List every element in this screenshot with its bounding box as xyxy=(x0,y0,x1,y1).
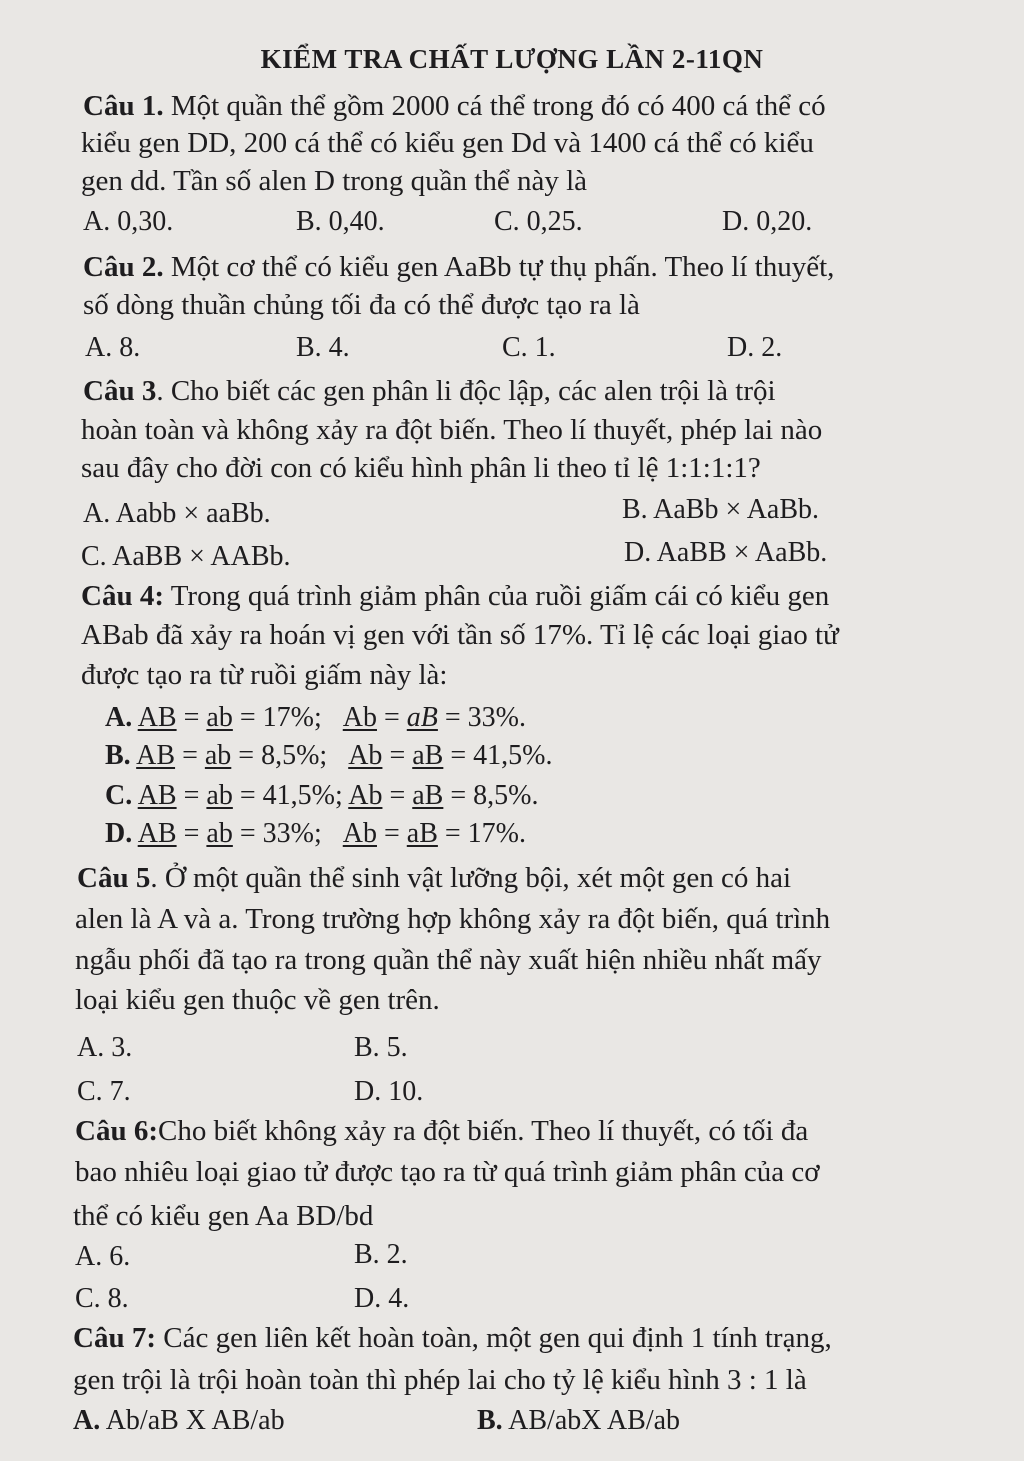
question-1-label: Câu 1. xyxy=(83,90,164,122)
question-7-text-line2: gen trội là trội hoàn toàn thì phép lai cho tỷ lệ kiểu hình 3 : 1 là xyxy=(73,1364,807,1396)
question-2-label: Câu 2. xyxy=(83,251,164,283)
question-6-option-c: C. 8. xyxy=(75,1283,129,1314)
question-4-text-line2: ABab đã xảy ra hoán vị gen với tần số 17%. Tỉ lệ các loại giao tử xyxy=(81,619,839,651)
question-5-text-line1: . Ở một quần thể sinh vật lưỡng bội, xét một gen có hai xyxy=(150,862,792,894)
question-2-option-c: C. 1. xyxy=(502,332,556,363)
question-1-text-line2: kiểu gen DD, 200 cá thể có kiểu gen Dd và 1400 cá thể có kiểu xyxy=(81,127,814,159)
question-2-option-b: B. 4. xyxy=(296,332,350,363)
question-7-text-line1: Các gen liên kết hoàn toàn, một gen qui định 1 tính trạng, xyxy=(155,1322,832,1354)
question-4-option-b: B. AB = ab = 8,5%; Ab = aB = 41,5%. xyxy=(105,740,553,771)
question-2-option-d: D. 2. xyxy=(727,332,783,363)
page-title: KIỂM TRA CHẤT LƯỢNG LẦN 2-11QN xyxy=(260,44,764,74)
question-4-option-a: A. AB = ab = 17%; Ab = aB = 33%. xyxy=(105,702,527,733)
question-7-option-a: A. Ab/aB X AB/ab xyxy=(73,1405,285,1436)
question-4-option-c: C. AB = ab = 41,5%; Ab = aB = 8,5%. xyxy=(105,780,539,811)
question-5-label: Câu 5 xyxy=(77,862,151,894)
question-6-text-line1: Cho biết không xảy ra đột biến. Theo lí thuyết, có tối đa xyxy=(157,1115,809,1147)
question-1-text-line3: gen dd. Tần số alen D trong quần thể này là xyxy=(81,165,588,197)
question-4-text-line3: được tạo ra từ ruồi giấm này là: xyxy=(81,659,448,691)
question-5-option-b: B. 5. xyxy=(354,1032,408,1063)
question-5 xyxy=(77,861,791,895)
question-1-option-b: B. 0,40. xyxy=(296,206,385,237)
question-4-text-line1: Trong quá trình giảm phân của ruồi giấm cái có kiểu gen xyxy=(163,580,830,612)
question-6 xyxy=(75,1114,808,1148)
question-5-option-c: C. 7. xyxy=(77,1076,131,1107)
question-1-option-d: D. 0,20. xyxy=(722,206,813,237)
question-1-option-c: C. 0,25. xyxy=(494,206,583,237)
question-6-option-b: B. 2. xyxy=(354,1239,408,1270)
question-6-option-a: A. 6. xyxy=(75,1241,131,1272)
question-3 xyxy=(83,374,776,408)
question-4 xyxy=(81,579,829,613)
question-6-text-line3: thể có kiểu gen Aa BD/bd xyxy=(73,1200,374,1232)
question-1-option-a: A. 0,30. xyxy=(83,206,174,237)
question-3-option-b: B. AaBb × AaBb. xyxy=(622,494,820,525)
question-2-text-line2: số dòng thuần chủng tối đa có thể được tạo ra là xyxy=(83,289,640,321)
question-1-text-line1: Một quần thể gồm 2000 cá thể trong đó có 400 cá thể có xyxy=(163,90,826,122)
question-5-text-line4: loại kiểu gen thuộc về gen trên. xyxy=(75,984,440,1016)
question-5-option-a: A. 3. xyxy=(77,1032,133,1063)
question-3-text-line3: sau đây cho đời con có kiểu hình phân li theo tỉ lệ 1:1:1:1? xyxy=(81,452,761,484)
question-7-label: Câu 7: xyxy=(73,1322,156,1354)
question-4-option-d: D. AB = ab = 33%; Ab = aB = 17%. xyxy=(105,818,527,849)
question-3-option-a: A. Aabb × aaBb. xyxy=(83,498,271,529)
question-2 xyxy=(83,250,834,284)
question-2-text-line1: Một cơ thể có kiểu gen AaBb tự thụ phấn. Theo lí thuyết, xyxy=(163,251,835,283)
question-5-text-line2: alen là A và a. Trong trường hợp không xảy ra đột biến, quá trình xyxy=(75,903,831,935)
question-6-label: Câu 6: xyxy=(75,1115,158,1147)
question-3-text-line1: . Cho biết các gen phân li độc lập, các alen trội là trội xyxy=(156,375,776,407)
question-3-option-d: D. AaBB × AaBb. xyxy=(624,537,828,568)
question-4-label: Câu 4: xyxy=(81,580,164,612)
question-3-label: Câu 3 xyxy=(83,375,157,407)
question-7 xyxy=(73,1321,832,1355)
question-3-option-c: C. AaBB × AABb. xyxy=(81,541,291,572)
question-6-text-line2: bao nhiêu loại giao tử được tạo ra từ quá trình giảm phân của cơ xyxy=(75,1156,820,1188)
question-3-text-line2: hoàn toàn và không xảy ra đột biến. Theo lí thuyết, phép lai nào xyxy=(81,414,823,446)
question-7-option-b: B. AB/abX AB/ab xyxy=(477,1405,681,1436)
question-1 xyxy=(83,89,826,123)
question-2-option-a: A. 8. xyxy=(85,332,141,363)
question-6-option-d: D. 4. xyxy=(354,1283,410,1314)
question-5-text-line3: ngẫu phối đã tạo ra trong quần thể này xuất hiện nhiều nhất mấy xyxy=(75,944,822,976)
question-5-option-d: D. 10. xyxy=(354,1076,424,1107)
